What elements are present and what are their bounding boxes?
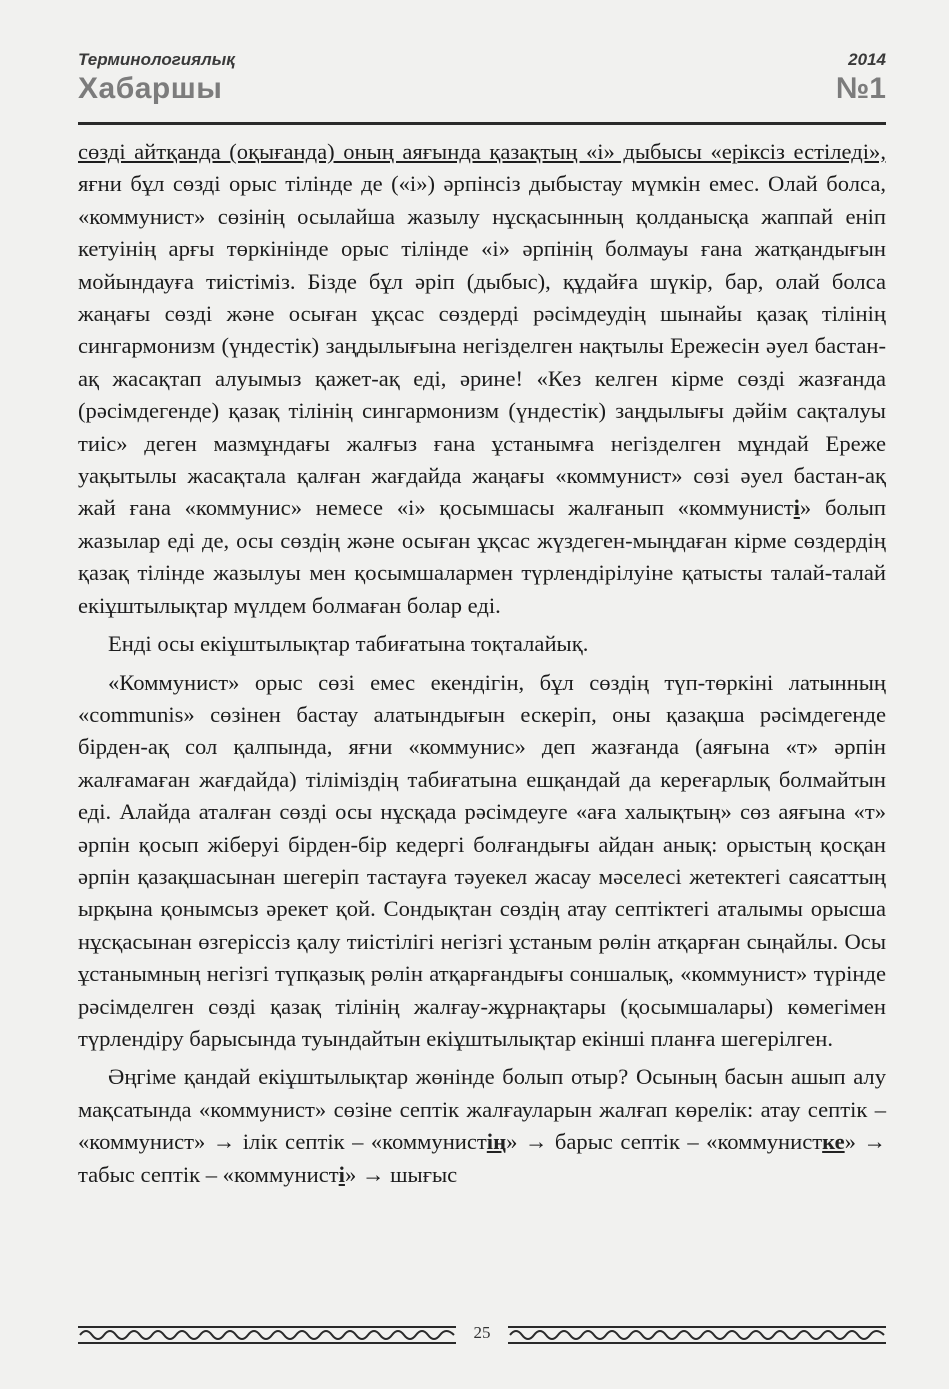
page-header xyxy=(78,50,886,120)
journal-subtitle: Терминологиялық xyxy=(78,50,235,69)
paragraph-4-text-a: Әңгіме қандай екіұштылықтар жөнінде болып отыр? Осының басын ашып алу мақсатында «коммунист» сөзіне септік жалғауларын жалғап көрелік: атау септік – «коммунист» → ілік септік – «коммунист xyxy=(78,1064,886,1155)
issue-number: №1 xyxy=(835,72,886,105)
highlighted-suffix: ке xyxy=(822,1129,845,1155)
right-ornament-border xyxy=(508,1326,886,1344)
highlighted-suffix: і xyxy=(338,1161,345,1187)
header-rule xyxy=(78,122,886,125)
highlighted-suffix: і xyxy=(793,495,800,521)
article-body xyxy=(78,136,886,1191)
paragraph-1 xyxy=(78,136,886,622)
paragraph-3: «Коммунист» орыс сөзі емес екендігін, бұл сөздің түп-төркіні латынның «communis» сөзінен бастау алатындығын ескеріп, оны қазақша рәсімдегенде бірден-ақ сол қалпында, яғни «коммунис» деп жазғанда (аяғына «т» әрпін жалғамаған жағдайда) тіліміздің табиғатына ешқандай да кереғарлық болмайтын еді. Алайда аталған сөзді осы нұсқада рәсімдеуге «аға халықтың» сөз аяғына «т» әрпін қосып жіберуі бірден-бір кедергі болғандығы айдан анық: орыстың қосқан әрпін қазақшасынан шегеріп тастауға тәуекел жасау мәселесі жетектегі саясаттың ырқына қонымсыз әрекет қой. Сондықтан сөздің атау септіктегі аталымы орысша нұсқасынан өзгеріссіз қалу тиістілігі негізгі ұстаным рөлін атқарған сыңайлы. Осы ұстанымның негізгі түпқазық рөлін атқарғандығы соншалық, «коммунист» түрінде рәсімделген сөзді қазақ тілінің жалғау-жұрнақтары (қосымшалары) көмегімен түрлендіру барысында туындайтын екіұштылықтар екінші планға шегерілген. xyxy=(78,669,886,1051)
page-number: 25 xyxy=(473,1323,491,1342)
issue-year: 2014 xyxy=(848,50,886,69)
paragraph-4-text-c: » → табыс септік – «коммунист xyxy=(78,1129,886,1187)
underlined-phrase: сөзді айтқанда (оқығанда) оның аяғында қазақтың «і» дыбысы «еріксіз естіледі», xyxy=(78,139,886,164)
paragraph-4-text-d: » → шығыс xyxy=(344,1161,458,1187)
left-ornament-border xyxy=(78,1326,456,1344)
paragraph-2: Енді осы екіұштылықтар табиғатына тоқталайық. xyxy=(108,631,589,657)
paragraph-4-text-b: » → барыс септік – «коммунист xyxy=(506,1129,823,1155)
journal-title: Хабаршы xyxy=(78,72,223,105)
highlighted-suffix: ің xyxy=(486,1129,507,1155)
paragraph-1-text-a: яғни бұл сөзді орыс тілінде де («і») әрпінсіз дыбыстау мүмкін емес. Олай болса, «коммунист» сөзінің осылайша жазылу нұсқасынның қолданысқа жаппай еніп кетуінің арғы төркінінде орыс тілінде «і» әрпінің болмауы ғана жатқандығын мойындауға тиістіміз. Бізде бұл әріп (дыбыс), құдайға шүкір, бар, олай болса жаңағы сөзді және осыған ұқсас сөздерді рәсімдеудің шынайы қазақ тілінің сингармонизм (үндестік) заңдылығына негізделген нақтылы Ережесін әуел бастан-ақ жасақтап алуымыз қажет-ақ еді, әрине! «Кез келген кірме сөзді жазғанда (рәсімдегенде) қазақ тілінің сингармонизм (үндестік) заңдылығы дәйім сақталуы тиіс» деген мазмұндағы жалғыз ғана ұстанымға негізделген мұндай Ереже уақытылы жасақтала қалған жағдайда жаңағы «коммунист» сөзі әуел бастан-ақ жай ғана «коммунис» немесе «і» қосымшасы жалғанып «коммунист xyxy=(78,171,886,521)
paragraph-4 xyxy=(78,1061,886,1191)
page-footer xyxy=(78,1322,886,1350)
paragraph-1-text-b: » болып жазылар еді де, осы сөздің және осыған ұқсас жүздеген-мыңдаған кірме сөздердің қазақ тілінде жазылуы мен қосымшалармен түрлендірілуіне қатысты талай-талай екіұштылықтар мүлдем болмаған болар еді. xyxy=(78,495,886,618)
